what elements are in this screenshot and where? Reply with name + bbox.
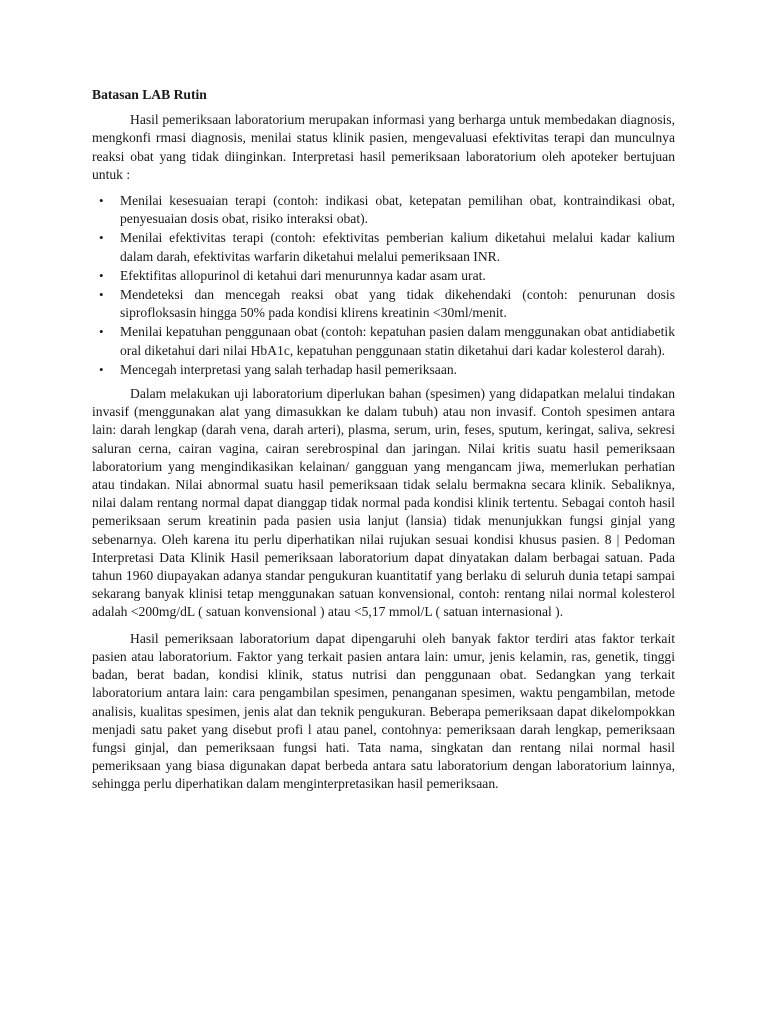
specimen-paragraph: Dalam melakukan uji laboratorium diperlukan bahan (spesimen) yang didapatkan melalui tindakan invasif (menggunakan alat yang dimasukkan ke dalam tubuh) atau non invasif. Contoh spesimen antara lain: darah lengkap (darah vena, darah arteri), plasma, serum, urin, feses, sputum, keringat, saliva, sekresi saluran cerna, cairan vagina, cairan serebrospinal dan jaringan. Nilai kritis suatu hasil pemeriksaan laboratorium yang mengindikasikan kelainan/ gangguan yang mengancam jiwa, memerlukan perhatian atau tindakan. Nilai abnormal suatu hasil pemeriksaan tidak selalu bermakna secara klinik. Sebaliknya, nilai dalam rentang normal dapat dianggap tidak normal pada kondisi klinik tertentu. Sebagai contoh hasil pemeriksaan serum kreatinin pada pasien usia lanjut (lansia) tidak menunjukkan fungsi ginjal yang sebenarnya. Oleh karena itu perlu diperhatikan nilai rujukan sesuai kondisi khusus pasien. 8 | Pedoman Interpretasi Data Klinik Hasil pemeriksaan laboratorium dapat dinyatakan dalam berbagai satuan. Pada tahun 1960 diupayakan adanya standar pengukuran kuantitatif yang berlaku di seluruh dunia tetapi sampai sekarang banyak klinisi tetap menggunakan satuan konvensional, contoh: rentang nilai normal kolesterol adalah <200mg/dL ( satuan konvensional ) atau <5,17 mmol/L ( satuan internasional ). bbox=[92, 386, 675, 620]
list-item bbox=[99, 229, 675, 265]
bullet-icon: • bbox=[99, 230, 104, 246]
factors-paragraph: Hasil pemeriksaan laboratorium dapat dipengaruhi oleh banyak faktor terdiri atas faktor terkait pasien atau laboratorium. Faktor yang terkait pasien antara lain: umur, jenis kelamin, ras, genetik, tinggi badan, berat badan, kondisi klinik, status nutrisi dan penggunaan obat. Sedangkan yang terkait laboratorium antara lain: cara pengambilan spesimen, penanganan spesimen, waktu pengambilan, metode analisis, kualitas spesimen, jenis alat dan teknik pengukuran. Beberapa pemeriksaan dapat dikelompokkan menjadi satu paket yang disebut profi l atau panel, contohnya: pemeriksaan darah lengkap, pemeriksaan fungsi ginjal, dan pemeriksaan fungsi hati. Tata nama, singkatan dan rentang nilai normal hasil pemeriksaan yang biasa digunakan dapat berbeda antara satu laboratorium dengan laboratorium lainnya, sehingga perlu diperhatikan dalam menginterpretasikan hasil pemeriksaan. bbox=[92, 630, 675, 792]
list-item-text: Menilai kesesuaian terapi (contoh: indikasi obat, ketepatan pemilihan obat, kontraindikasi obat, penyesuaian dosis obat, risiko interaksi obat). bbox=[120, 193, 675, 227]
list-item bbox=[99, 323, 675, 359]
document-title: Batasan LAB Rutin bbox=[92, 87, 207, 102]
list-item-text: Menilai kepatuhan penggunaan obat (contoh: kepatuhan pasien dalam menggunakan obat antidiabetik oral diketahui dari nilai HbA1c, kepatuhan penggunaan statin diketahui dari kadar kolesterol darah). bbox=[120, 324, 675, 358]
list-item bbox=[99, 286, 675, 322]
list-item bbox=[99, 361, 675, 379]
bullet-icon: • bbox=[99, 267, 104, 283]
intro-paragraph: Hasil pemeriksaan laboratorium merupakan informasi yang berharga untuk membedakan diagnosis, mengkonfi rmasi diagnosis, menilai status klinik pasien, mengevaluasi efektivitas terapi dan munculnya reaksi obat yang tidak diinginkan. Interpretasi hasil pemeriksaan laboratorium oleh apoteker bertujuan untuk : bbox=[92, 112, 675, 182]
objectives-list bbox=[92, 192, 675, 379]
list-item-text: Mencegah interpretasi yang salah terhadap hasil pemeriksaan. bbox=[120, 361, 458, 377]
list-item-text: Menilai efektivitas terapi (contoh: efektivitas pemberian kalium diketahui melalui kadar kalium dalam darah, efektivitas warfarin diketahui melalui pemeriksaan INR. bbox=[120, 230, 675, 264]
list-item bbox=[99, 192, 675, 228]
list-item-text: Efektifitas allopurinol di ketahui dari menurunnya kadar asam urat. bbox=[120, 267, 486, 283]
bullet-icon: • bbox=[99, 361, 104, 377]
list-item-text: Mendeteksi dan mencegah reaksi obat yang tidak dikehendaki (contoh: penurunan dosis siprofloksasin hingga 50% pada kondisi klirens kreatinin <30ml/menit. bbox=[120, 287, 675, 321]
bullet-icon: • bbox=[99, 324, 104, 340]
document-page bbox=[92, 86, 675, 794]
bullet-icon: • bbox=[99, 193, 104, 209]
bullet-icon: • bbox=[99, 287, 104, 303]
paragraph-spacer bbox=[92, 622, 675, 630]
list-item bbox=[99, 267, 675, 285]
